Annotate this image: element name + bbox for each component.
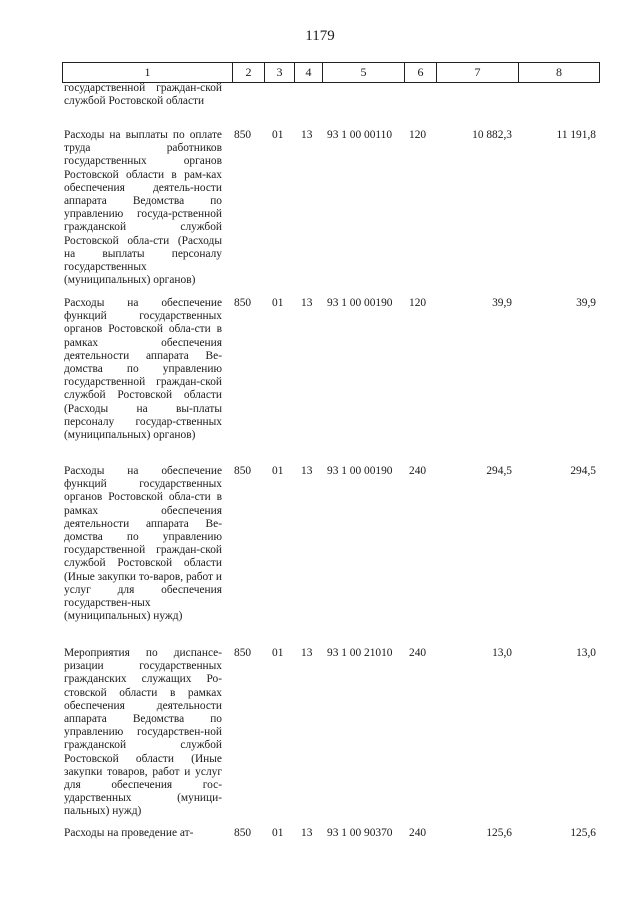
row-2-section: 01 xyxy=(272,297,284,309)
row-1-year2: 11 191,8 xyxy=(556,129,596,141)
row-2-year2: 39,9 xyxy=(576,297,596,309)
header-col-4: 4 xyxy=(294,63,322,82)
header-col-2: 2 xyxy=(232,63,264,82)
row-4-section: 01 xyxy=(272,647,284,659)
row-3-subsection: 13 xyxy=(301,465,313,477)
header-col-8: 8 xyxy=(518,63,600,82)
row-3-section: 01 xyxy=(272,465,284,477)
row-4-type: 240 xyxy=(409,647,427,659)
row-2-year1: 39,9 xyxy=(492,297,512,309)
row-5-description: Расходы на проведение ат- xyxy=(64,827,194,839)
row-4-subsection: 13 xyxy=(301,647,313,659)
row-5-year2: 125,6 xyxy=(570,827,596,839)
row-2-subsection: 13 xyxy=(301,297,313,309)
row-5-type: 240 xyxy=(409,827,427,839)
row-2-article: 93 1 00 00190 xyxy=(327,297,393,309)
header-col-6: 6 xyxy=(404,63,436,82)
header-col-1: 1 xyxy=(62,63,232,82)
row-1-year1: 10 882,3 xyxy=(472,129,512,141)
row-4-year1: 13,0 xyxy=(492,647,512,659)
header-col-7: 7 xyxy=(436,63,518,82)
row-3-year1: 294,5 xyxy=(486,465,512,477)
row-5-year1: 125,6 xyxy=(486,827,512,839)
row-1-type: 120 xyxy=(409,129,427,141)
continuation-text: государственной граждан-ской службой Ростовской области xyxy=(64,82,222,108)
row-2-description: Расходы на обеспечение функций государственных органов Ростовской обла-сти в рамках обеспечения деятельности аппарата Ве-домства по управлению государственной граждан-ской службой Ростовской области (Расходы на вы-платы персоналу государ-ственных (муниципальных) органов) xyxy=(64,297,222,442)
row-4-year2: 13,0 xyxy=(576,647,596,659)
row-1-article: 93 1 00 00110 xyxy=(327,129,393,141)
row-4-article: 93 1 00 21010 xyxy=(327,647,393,659)
row-5-code: 850 xyxy=(234,827,252,839)
header-col-3: 3 xyxy=(264,63,294,82)
row-4-description: Мероприятия по диспансе-ризации государственных гражданских служащих Ро-стовской области в рамках обеспечения деятельности аппарата Ведомства по управлению государствен-ной гражданской службой Ростовской области (Иные закупки товаров, работ и услуг для обеспечения гос-ударственных (муници-пальных) нужд) xyxy=(64,647,222,818)
row-3-description: Расходы на обеспечение функций государственных органов Ростовской обла-сти в рамках обеспечения деятельности аппарата Ве-домства по управлению государственной граждан-ской службой Ростовской области (Иные закупки то-варов, работ и услуг для обеспечения государствен-ных (муниципальных) нужд) xyxy=(64,465,222,623)
row-3-type: 240 xyxy=(409,465,427,477)
table-header-row xyxy=(62,62,600,83)
row-3-year2: 294,5 xyxy=(570,465,596,477)
row-5-article: 93 1 00 90370 xyxy=(327,827,393,839)
row-5-subsection: 13 xyxy=(301,827,313,839)
row-3-code: 850 xyxy=(234,465,252,477)
row-4-code: 850 xyxy=(234,647,252,659)
row-1-subsection: 13 xyxy=(301,129,313,141)
row-1-code: 850 xyxy=(234,129,252,141)
row-1-description: Расходы на выплаты по оплате труда работников государственных органов Ростовской области в рам-ках обеспечения деятель-ности аппарата Ведомства по управлению госуда-рственной гражданской службой Ростовской обла-сти (Расходы на выплаты персоналу государственных (муниципальных) органов) xyxy=(64,129,222,287)
row-5-section: 01 xyxy=(272,827,284,839)
row-1-section: 01 xyxy=(272,129,284,141)
row-2-code: 850 xyxy=(234,297,252,309)
page-number: 1179 xyxy=(305,28,335,44)
row-2-type: 120 xyxy=(409,297,427,309)
row-3-article: 93 1 00 00190 xyxy=(327,465,393,477)
header-col-5: 5 xyxy=(322,63,404,82)
